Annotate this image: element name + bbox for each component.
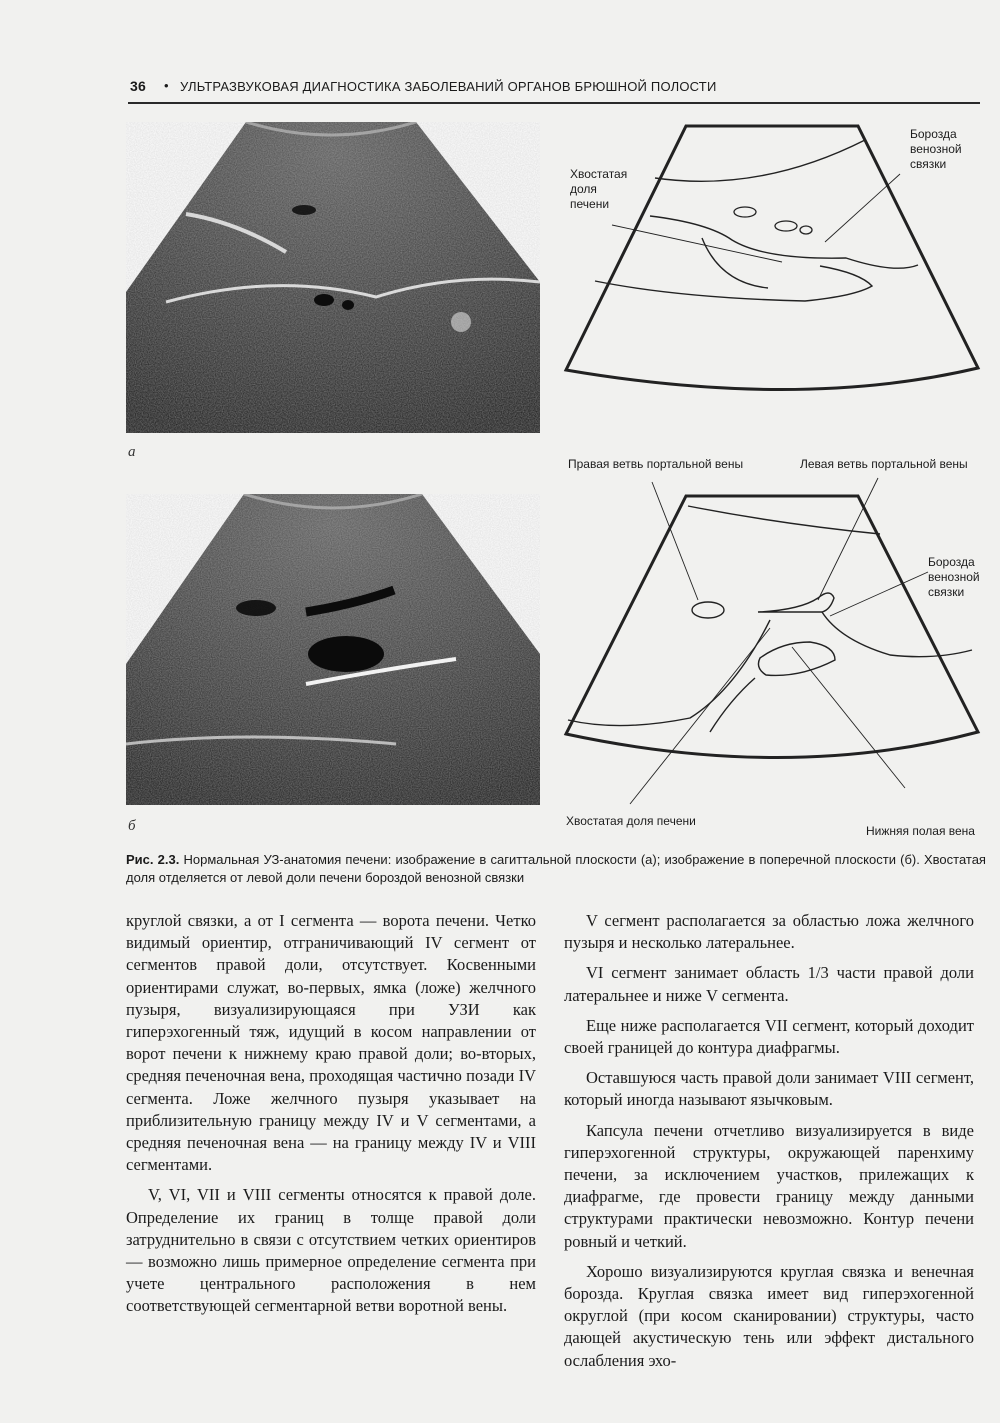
paragraph: Капсула печени отчетливо визуализируется в виде гиперэхогенной структуры, окружающей паренхиму печени, за исключением участков, прилежащих к диафрагме, где провести границу между данными структурами практически невозможно. Контур печени ровный и четкий.: [564, 1120, 974, 1251]
left-column: [126, 910, 536, 1326]
running-title: УЛЬТРАЗВУКОВАЯ ДИАГНОСТИКА ЗАБОЛЕВАНИЙ ОРГАНОВ БРЮШНОЙ ПОЛОСТИ: [180, 79, 717, 94]
paragraph: VI сегмент занимает область 1/3 части правой доли латеральнее и ниже V сегмента.: [564, 963, 974, 1005]
label-b-left-portal-branch: Левая ветвь портальной вены: [800, 457, 968, 471]
diagram-b: [560, 470, 990, 820]
ultrasound-image-b: [126, 494, 540, 805]
ultrasound-image-a: [126, 122, 540, 433]
caption-label: Рис. 2.3.: [126, 852, 180, 867]
paragraph: V, VI, VII и VIII сегменты относятся к правой доле. Определение их границ в толще правой доли затруднительно в связи с отсутствием четких ориентиров — возможно лишь примерное определение сегмента при учете центрального расположения в нем соответствующей сегментарной ветви воротной вены.: [126, 1185, 536, 1316]
paragraph: Хорошо визуализируются круглая связка и венечная борозда. Круглая связка имеет вид гиперэхогенной округлой (при косом сканировании) структуры, часто дающей акустическую тень или эффект дистального ослабления эхо-: [564, 1261, 974, 1370]
paragraph: V сегмент располагается за областью ложа желчного пузыря и несколько латеральнее.: [564, 911, 974, 953]
label-b-caudate-lobe: Хвостатая доля печени: [566, 814, 696, 828]
caption-text: Нормальная УЗ-анатомия печени: изображение в сагиттальной плоскости (а); изображение в поперечной плоскости (б). Хвостатая доля отделяется от левой доли печени бороздой венозной связки: [126, 852, 986, 885]
label-b-ivc: Нижняя полая вена: [866, 824, 975, 838]
label-b-venous-ligament-fissure: Борозда венозной связки: [928, 555, 980, 599]
figure-caption: [126, 851, 986, 887]
paragraph: Оставшуюся часть правой доли занимает VIII сегмент, который иногда называют язычковым.: [564, 1068, 974, 1110]
panel-letter-b: б: [128, 818, 136, 834]
paragraph: круглой связки, а от I сегмента — ворота печени. Четко видимый ориентир, отграничивающий IV сегмент от сегментов правой доли, отсутствует. Косвенными ориентирами служат, во-первых, ямка (ложе) желчного пузыря, визуализирующаяся при УЗИ как гиперэхогенный тяж, идущий в косом направлении от ворот печени к нижнему краю правой доли; во-вторых, средняя печеночная вена, проходящая частично позади IV сегмента. Ложе желчного пузыря указывает на приблизительную границу между IV и V сегментами, а средняя печеночная вена — на границу между IV и VIII сегментами.: [126, 911, 536, 1175]
label-a-caudate-lobe: Хвостатая доля печени: [570, 167, 628, 211]
page-number: 36: [130, 78, 146, 94]
panel-letter-a: а: [128, 444, 136, 460]
label-a-venous-ligament-fissure: Борозда венозной связки: [910, 127, 962, 171]
paragraph: Еще ниже располагается VII сегмент, который доходит своей границей до контура диафрагмы.: [564, 1015, 974, 1058]
label-b-right-portal-branch: Правая ветвь портальной вены: [568, 457, 744, 471]
right-column: [564, 910, 974, 1380]
running-header: [128, 78, 980, 104]
header-bullet: •: [164, 78, 169, 93]
